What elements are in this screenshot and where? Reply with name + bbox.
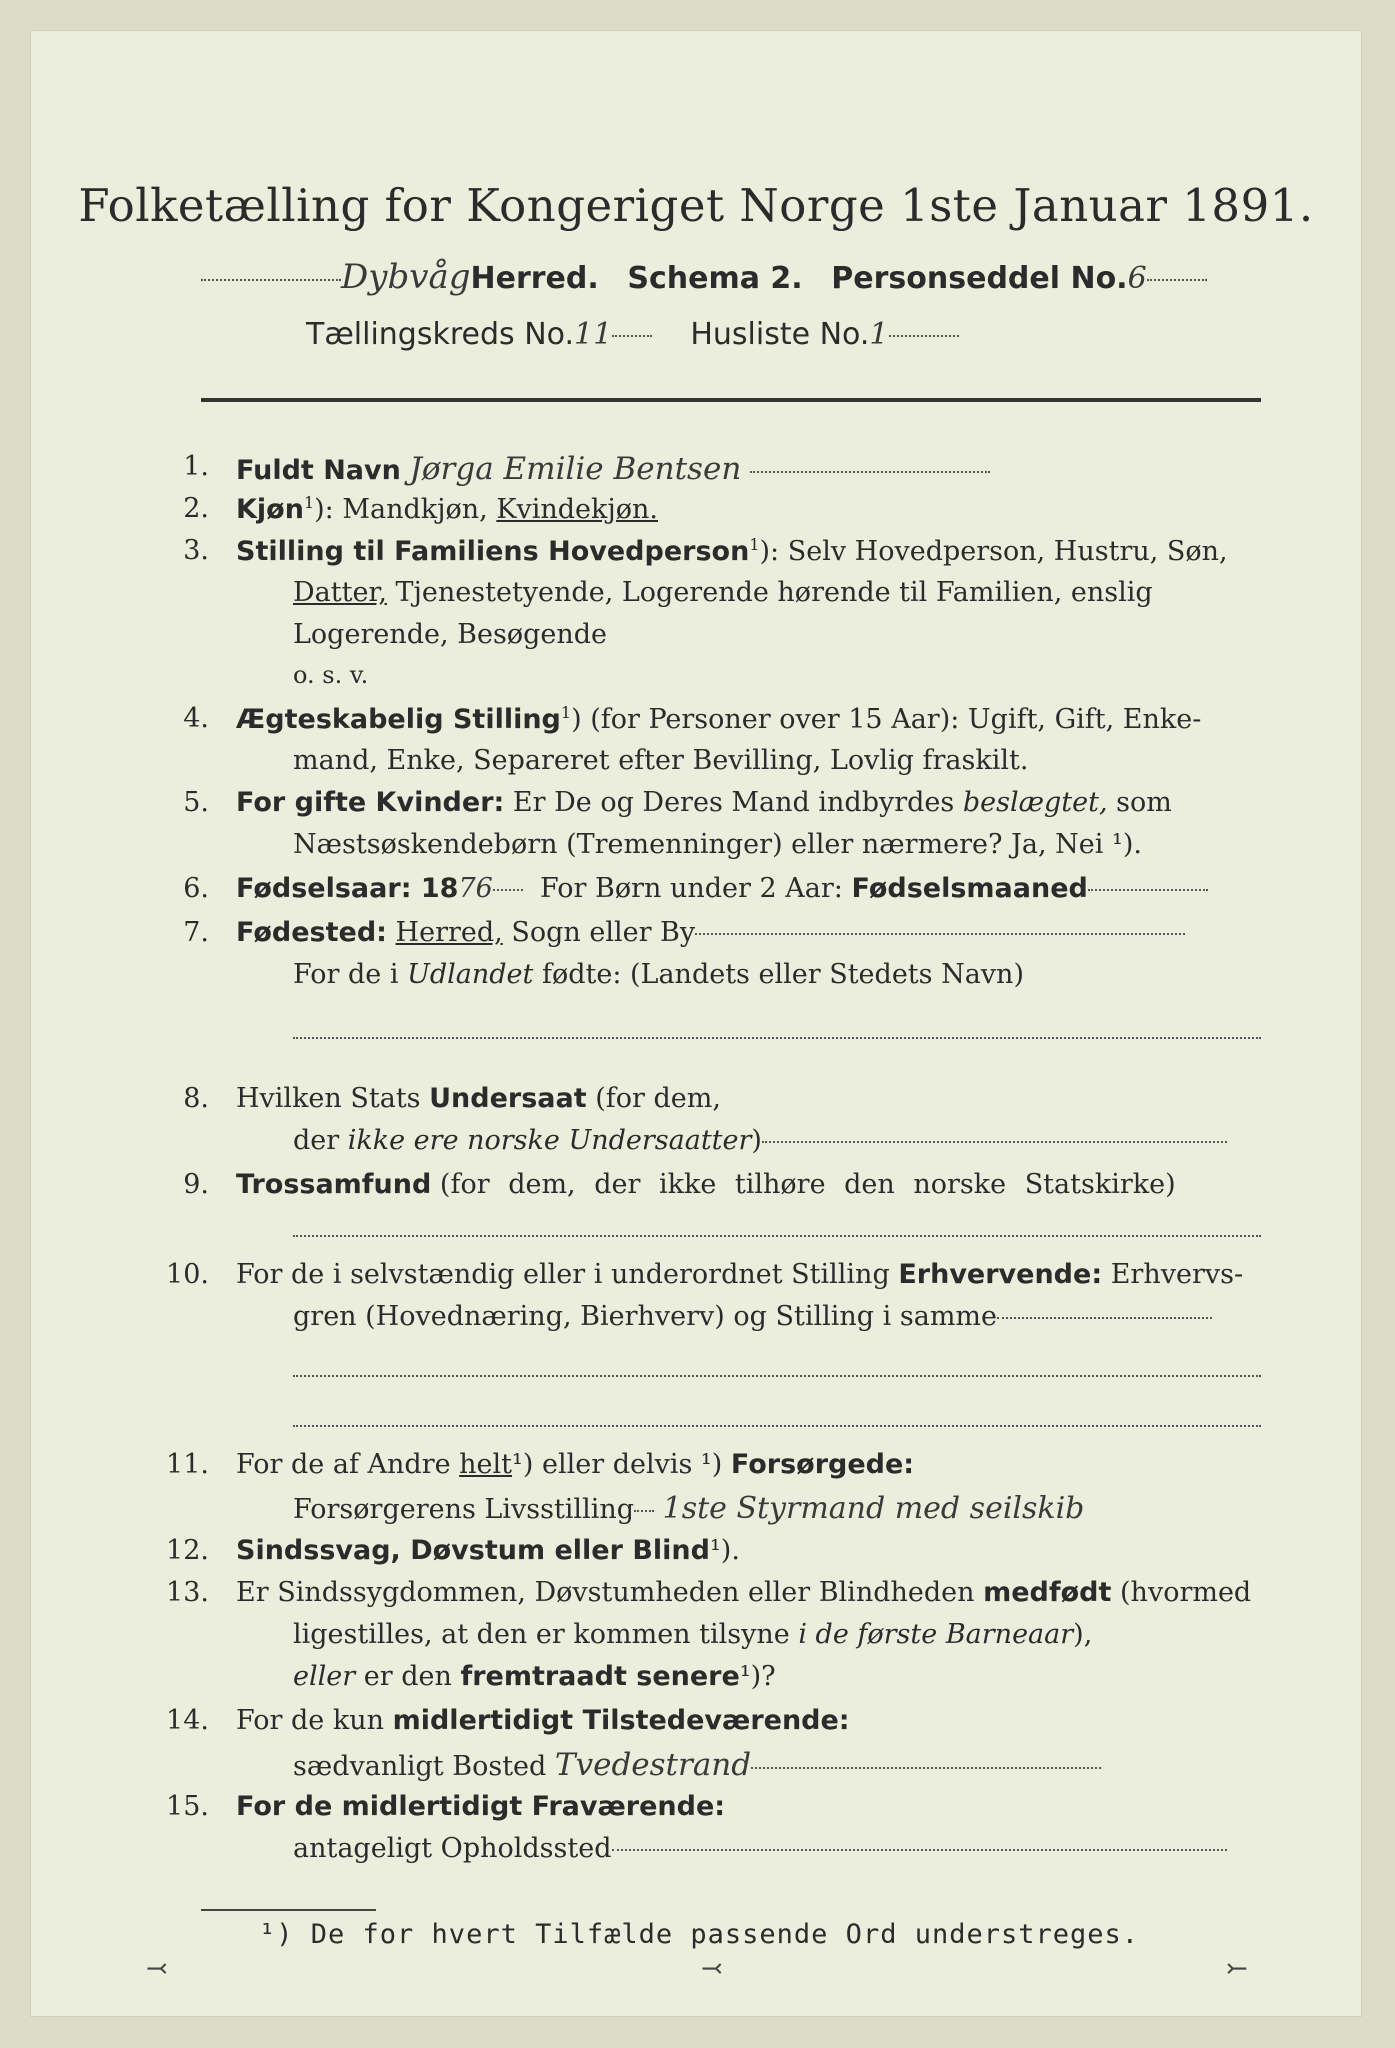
corner-mark-right: ⤚	[1226, 1954, 1248, 1984]
item-4-label: Ægteskabelig Stilling	[236, 704, 561, 735]
item-7-selected: Herred,	[395, 917, 503, 948]
item-10-number: 10.	[166, 1259, 209, 1290]
item-2-number: 2.	[183, 493, 209, 524]
item-14: For de kun midlertidigt Tilstedeværende:	[236, 1705, 850, 1736]
husliste-value: 1	[869, 317, 889, 352]
item-6-number: 6.	[183, 873, 209, 904]
kreds-value: 11	[574, 317, 613, 352]
item-9-label: Trossamfund	[236, 1169, 432, 1200]
item-7: Fødested: Herred, Sogn eller By	[236, 917, 1185, 948]
herred-label: Herred.	[470, 261, 599, 296]
item-7-label: Fødested:	[236, 917, 387, 948]
item-8: Hvilken Stats Undersaat (for dem,	[236, 1083, 721, 1114]
header-rule	[201, 398, 1261, 402]
schema-label: Schema 2.	[627, 261, 803, 296]
item-10: For de i selvstændig eller i underordnet Stilling Erhvervende: Erhvervs-	[236, 1259, 1244, 1290]
item-11: For de af Andre helt¹) eller delvis ¹) Forsørgede:	[236, 1449, 915, 1480]
kreds-label: Tællingskreds No.	[306, 317, 574, 352]
corner-mark-left: ⤙	[146, 1954, 168, 1984]
form-title: Folketælling for Kongeriget Norge 1ste Januar 1891.	[78, 179, 1314, 232]
item-11-value: 1ste Styrmand med seilskib	[662, 1491, 1085, 1526]
item-7-number: 7.	[183, 917, 209, 948]
item-3: Stilling til Familiens Hovedperson$^1$): Selv Hovedperson, Hustru, Søn,	[236, 535, 1228, 567]
item-12-label: Sindssvag, Døvstum eller Blind	[236, 1535, 710, 1566]
item-3-number: 3.	[183, 535, 209, 566]
personseddel-value: 6	[1127, 261, 1147, 296]
item-15: For de midlertidigt Fraværende:	[236, 1791, 726, 1822]
item-2-label: Kjøn	[236, 494, 304, 525]
item-5-label: For gifte Kvinder:	[236, 787, 505, 818]
item-11-number: 11.	[166, 1449, 209, 1480]
kreds-line	[306, 317, 959, 352]
footnote-rule	[201, 1909, 376, 1911]
census-form: Folketælling for Kongeriget Norge 1ste Januar 1891. DybvågHerred. Schema 2. Personseddel No.6 Tællingskreds No.11 Husliste No.1 1. Fuldt Navn Jørga Emilie Bentsen 2. Kjøn$^1$): Mandkjøn, Kvindekjøn. 3. Stilling til Familiens Hovedperson$^1$): Selv Hovedperson, Hustru, Søn, Datter, Tjenestetyende, Logerende hørende til Familien, enslig Logerende, Besøgende o. s. v. 4. Ægteskabelig Stilling$^1$) (for Personer over 15 Aar): Ugift, Gift, Enke- mand, Enke, Separeret efter Bevilling, Lovlig fraskilt. 5. For gifte Kvinder: Er De og Deres Mand indbyrdes beslægtet, som Næstsøskendebørn (Tremenninger) eller nærmere? Ja, Nei ¹). 6. Fødselsaar: 1876 For Børn under 2 Aar: Fødselsmaaned 7. Fødested: Herred, Sogn eller By For de i Udlandet fødte: (Landets eller Stedets Navn) 8. Hvilken Stats Undersaat (for dem, der ikke ere norske Undersaatter) 9. Trossamfund (for dem, der ikke tilhøre den norske Statskirke) 10. For de i selvstændig eller i underordnet Stilling Erhvervende: Erhvervs- gren (Hovednæring, Bierhverv) og Stilling i samme 11. For de af Andre helt¹) eller delvis ¹) Forsørgede: Forsørgerens Livsstilling 1ste Styrmand med seilskib 12. Sindssvag, Døvstum eller Blind¹). 13. Er Sindssygdommen, Døvstumheden eller Blindheden medfødt (hvormed ligestilles, at den er kommen tilsyne i de første Barneaar), eller er den fremtraadt senere¹)? 14. For de kun midlertidigt Tilstedeværende: sædvanligt Bosted Tvedestrand 15. For de midlertidigt Fraværende: antageligt Opholdssted ¹) De for hvert Tilfælde passende Ord understreges. ⤙ ⤙ ⤚	[30, 30, 1362, 2017]
item-9: Trossamfund (for dem, der ikke tilhøre den norske Statskirke)	[236, 1169, 1176, 1200]
item-1-value: Jørga Emilie Bentsen	[409, 451, 742, 487]
item-5-number: 5.	[183, 787, 209, 818]
item-13: Er Sindssygdommen, Døvstumheden eller Blindheden medfødt (hvormed	[236, 1577, 1252, 1608]
item-2-selected: Kvindekjøn.	[496, 494, 658, 525]
item-6-label: Fødselsaar: 18	[236, 873, 459, 904]
item-4: Ægteskabelig Stilling$^1$) (for Personer over 15 Aar): Ugift, Gift, Enke-	[236, 703, 1202, 735]
item-14-number: 14.	[166, 1705, 209, 1736]
item-9-number: 9.	[183, 1169, 209, 1200]
item-13-number: 13.	[166, 1577, 209, 1608]
item-3-selected: Datter,	[293, 577, 387, 608]
item-12: Sindssvag, Døvstum eller Blind¹).	[236, 1535, 740, 1566]
item-5: For gifte Kvinder: Er De og Deres Mand indbyrdes beslægtet, som	[236, 787, 1172, 818]
footnote: ¹) De for hvert Tilfælde passende Ord understreges.	[259, 1919, 1140, 1950]
herred-line	[201, 257, 1207, 297]
item-6-value: 76	[458, 873, 493, 904]
item-3-label: Stilling til Familiens Hovedperson	[236, 536, 750, 567]
item-14-value: Tvedestrand	[554, 1747, 752, 1783]
corner-mark-center: ⤙	[701, 1954, 723, 1984]
husliste-label: Husliste No.	[690, 317, 870, 352]
personseddel-label: Personseddel No.	[831, 261, 1128, 296]
herred-value: Dybvåg	[341, 257, 471, 297]
item-6: Fødselsaar: 1876 For Børn under 2 Aar: Fødselsmaaned	[236, 873, 1208, 904]
item-12-number: 12.	[166, 1535, 209, 1566]
item-8-number: 8.	[183, 1083, 209, 1114]
item-1	[236, 451, 990, 487]
item-1-label: Fuldt Navn	[236, 455, 401, 486]
item-1-number: 1.	[183, 451, 209, 482]
item-15-number: 15.	[166, 1791, 209, 1822]
item-4-number: 4.	[183, 703, 209, 734]
item-11-selected: helt	[459, 1449, 513, 1480]
item-2: Kjøn$^1$): Mandkjøn, Kvindekjøn.	[236, 493, 658, 525]
